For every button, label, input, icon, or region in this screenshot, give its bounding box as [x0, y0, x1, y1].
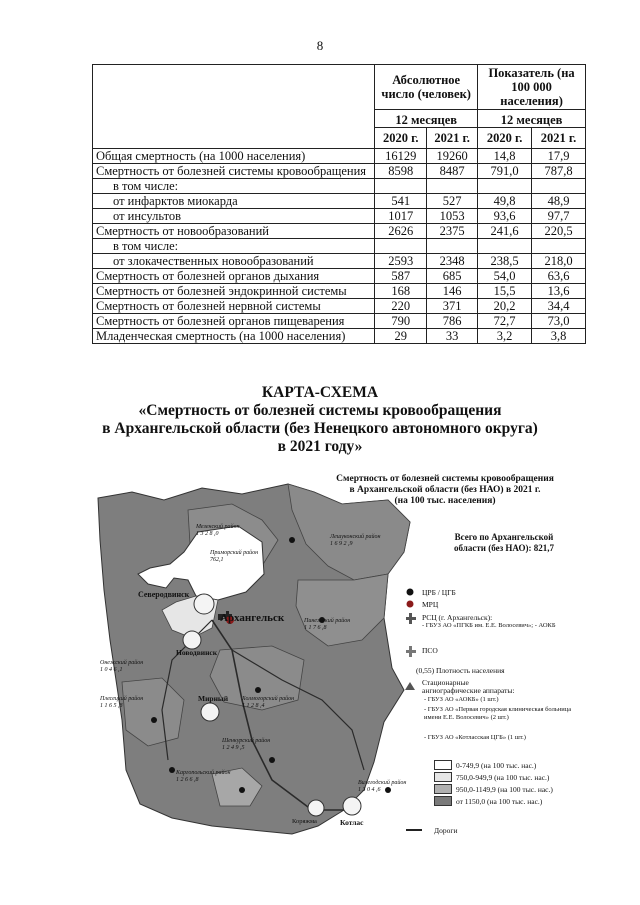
row-value: 220,5 — [532, 224, 586, 239]
table-row — [93, 299, 586, 314]
table-row — [93, 224, 586, 239]
district-label — [100, 660, 143, 674]
scale-label: 950,0-1149,9 (на 100 тыс. нас.) — [456, 785, 553, 794]
row-value: 49,8 — [478, 194, 532, 209]
label-mirny: Мирный — [198, 694, 229, 703]
row-value: 168 — [375, 284, 427, 299]
map-title-line-1: КАРТА-СХЕМА — [261, 384, 379, 401]
row-label: от инсультов — [93, 209, 375, 224]
row-label: в том числе: — [93, 239, 375, 254]
row-value: 19260 — [427, 149, 478, 164]
row-value — [478, 179, 532, 194]
district-value: 1 3 0 4 ,6 — [358, 787, 381, 793]
row-value: 63,6 — [532, 269, 586, 284]
label-severodvinsk: Северодвинск — [138, 590, 190, 599]
row-value: 13,6 — [532, 284, 586, 299]
district-value: 1 1 2 8 ,4 — [242, 703, 265, 709]
table-row — [93, 179, 586, 194]
district-label — [242, 696, 294, 710]
row-value: 8598 — [375, 164, 427, 179]
district-name: Вилегодский район — [358, 780, 407, 786]
district-value: 1 6 9 2 ,9 — [330, 541, 353, 547]
scale-swatch — [434, 772, 452, 782]
label-kotlas: Котлас — [340, 818, 364, 827]
label-novodvinsk: Новодвинск — [176, 648, 218, 657]
crb-dot — [239, 787, 245, 793]
scale-label: 0-749,9 (на 100 тыс. нас.) — [456, 761, 537, 770]
district-value: 762,1 — [210, 557, 224, 563]
district-name: Пинежский район — [304, 618, 351, 624]
row-value: 685 — [427, 269, 478, 284]
row-value: 790 — [375, 314, 427, 329]
legend-pso: ПСО — [422, 646, 438, 655]
rate-group-header: Показатель (на 100 000 населения) — [478, 65, 586, 110]
legend-angio-title-2: ангиографические аппараты: — [422, 686, 515, 695]
crb-dot — [255, 687, 261, 693]
scale-swatch — [434, 784, 452, 794]
kotlas-circle — [343, 797, 361, 815]
row-value: 787,8 — [532, 164, 586, 179]
abs-group-header: Абсолютное число (человек) — [375, 65, 478, 110]
row-value: 73,0 — [532, 314, 586, 329]
row-value: 14,8 — [478, 149, 532, 164]
choropleth-map — [92, 470, 598, 850]
table-row — [93, 164, 586, 179]
scale-swatch — [434, 760, 452, 770]
row-value — [532, 179, 586, 194]
table-row — [93, 269, 586, 284]
severodvinsk-circle — [194, 594, 214, 614]
crb-dot — [269, 757, 275, 763]
district-label — [358, 780, 406, 794]
row-value: 791,0 — [478, 164, 532, 179]
row-value: 48,9 — [532, 194, 586, 209]
row-value: 238,5 — [478, 254, 532, 269]
row-value: 786 — [427, 314, 478, 329]
row-value: 2348 — [427, 254, 478, 269]
row-value: 20,2 — [478, 299, 532, 314]
table-row — [93, 209, 586, 224]
row-value: 8487 — [427, 164, 478, 179]
district-label — [304, 618, 350, 632]
row-value: 33 — [427, 329, 478, 344]
row-value: 2593 — [375, 254, 427, 269]
row-value: 2375 — [427, 224, 478, 239]
row-label: от злокачественных новообразований — [93, 254, 375, 269]
district-name: Плесецкий район — [100, 696, 144, 702]
row-label: Общая смертность (на 1000 населения) — [93, 149, 375, 164]
row-label: Смертность от болезней системы кровообращения — [93, 164, 375, 179]
district-value: 1 2 6 6 ,8 — [176, 777, 199, 783]
abs-period-header: 12 месяцев — [375, 110, 478, 128]
district-name: Лешуконский район — [330, 534, 381, 540]
map-title-line-4: в 2021 году» — [277, 438, 363, 455]
row-value — [375, 179, 427, 194]
crb-legend-icon — [407, 589, 414, 596]
row-value: 16129 — [375, 149, 427, 164]
pso-legend-icon — [406, 646, 416, 657]
row-value: 3,8 — [532, 329, 586, 344]
district-value: 1 1 6 5 ,8 — [100, 703, 123, 709]
row-value — [427, 239, 478, 254]
row-value: 587 — [375, 269, 427, 284]
row-value: 97,7 — [532, 209, 586, 224]
scale-label: от 1150,0 (на 100 тыс. нас.) — [456, 797, 543, 806]
row-value: 527 — [427, 194, 478, 209]
row-value: 2626 — [375, 224, 427, 239]
row-value: 17,9 — [532, 149, 586, 164]
row-value: 241,6 — [478, 224, 532, 239]
row-value: 146 — [427, 284, 478, 299]
angio-legend-icon — [405, 682, 415, 690]
district-name: Каргопольский район — [176, 770, 231, 776]
district-name: Мезенский район — [196, 524, 240, 530]
district-value: 1 2 4 9 ,5 — [222, 745, 245, 751]
district-label — [222, 738, 270, 752]
legend-density: (0,55) Плотность населения — [416, 666, 505, 675]
table-row — [93, 329, 586, 344]
table-row — [93, 194, 586, 209]
legend-mrc: МРЦ — [422, 600, 439, 609]
legend-rsc-detail: - ГБУЗ АО «ПГКБ им. Е.Е. Волосевич»; - АОКБ — [422, 622, 556, 629]
map-heading-1: Смертность от болезней системы кровообращения — [336, 474, 554, 484]
row-label: Смертность от болезней нервной системы — [93, 299, 375, 314]
rate-period-header: 12 месяцев — [478, 110, 586, 128]
row-label: Смертность от болезней органов дыхания — [93, 269, 375, 284]
legend-crb: ЦРБ / ЦГБ — [422, 588, 456, 597]
mirny-circle — [201, 703, 219, 721]
row-value: 1017 — [375, 209, 427, 224]
row-value: 1053 — [427, 209, 478, 224]
year-header: 2020 г. — [478, 128, 532, 149]
row-value: 541 — [375, 194, 427, 209]
page-number: 8 — [316, 38, 324, 53]
row-label: в том числе: — [93, 179, 375, 194]
crb-dot — [289, 537, 295, 543]
legend-angio-1: - ГБУЗ АО «АОКБ» (1 шт.) — [424, 696, 499, 703]
row-label: Младенческая смертность (на 1000 населения) — [93, 329, 375, 344]
map-title-line-3: в Архангельской области (без Ненецкого автономного округа) — [102, 420, 538, 437]
row-value: 220 — [375, 299, 427, 314]
row-value: 72,7 — [478, 314, 532, 329]
table-row — [93, 314, 586, 329]
district-label — [196, 524, 239, 538]
row-label: от инфарктов миокарда — [93, 194, 375, 209]
map-heading-2: в Архангельской области (без НАО) в 2021 г. — [349, 485, 541, 495]
year-header: 2021 г. — [427, 128, 478, 149]
row-label: Смертность от новообразований — [93, 224, 375, 239]
year-header: 2021 г. — [532, 128, 586, 149]
district-label — [176, 770, 230, 784]
label-arkhangelsk: Архангельск — [220, 612, 285, 624]
table-corner — [93, 65, 375, 149]
table-row — [93, 149, 586, 164]
mortality-table — [92, 64, 586, 344]
district-label — [210, 550, 258, 564]
table-row — [93, 239, 586, 254]
district-label — [100, 696, 143, 710]
crb-dot — [151, 717, 157, 723]
row-value — [478, 239, 532, 254]
map-total-2: области (без НАО): 821,7 — [454, 543, 554, 553]
legend-roads: Дороги — [434, 826, 458, 835]
mrc-legend-icon — [407, 601, 414, 608]
novodvinsk-circle — [183, 631, 201, 649]
legend-angio-3: - ГБУЗ АО «Котласская ЦГБ» (1 шт.) — [424, 734, 526, 741]
rsc-legend-icon — [406, 613, 416, 624]
row-label: Смертность от болезней эндокринной системы — [93, 284, 375, 299]
row-value: 218,0 — [532, 254, 586, 269]
table-row — [93, 284, 586, 299]
row-value: 15,5 — [478, 284, 532, 299]
scale-label: 750,0-949,9 (на 100 тыс. нас.) — [456, 773, 550, 782]
district-name: Онежский район — [100, 660, 144, 666]
map-total-1: Всего по Архангельской — [454, 532, 554, 542]
map-heading-3: (на 100 тыс. населения) — [394, 496, 496, 506]
koryazhma-circle — [308, 800, 324, 816]
district-name: Шенкурский район — [222, 738, 271, 744]
district-label — [330, 534, 380, 548]
district-value: 1 3 2 8 ,0 — [196, 531, 219, 537]
label-koryazhma: Коряжма — [292, 818, 317, 825]
row-value: 54,0 — [478, 269, 532, 284]
district-name: Холмогорский район — [242, 696, 295, 702]
legend-angio-2: - ГБУЗ АО «Первая городская клиническая больница имени Е.Е. Волосевич» (2 шт.) — [424, 706, 572, 721]
legend-rsc: РСЦ (г. Архангельск): — [422, 613, 493, 622]
scale-swatch — [434, 796, 452, 806]
row-label: Смертность от болезней органов пищеварения — [93, 314, 375, 329]
row-value — [375, 239, 427, 254]
district-name: Приморский район — [210, 550, 259, 556]
row-value — [427, 179, 478, 194]
row-value: 371 — [427, 299, 478, 314]
map-title-line-2: «Смертность от болезней системы кровообращения — [138, 402, 502, 419]
row-value: 29 — [375, 329, 427, 344]
district-value: 1 0 4 6 ,1 — [100, 667, 123, 673]
row-value — [532, 239, 586, 254]
row-value: 3,2 — [478, 329, 532, 344]
crb-dot — [169, 767, 175, 773]
district-value: 1 1 7 6 ,8 — [304, 625, 327, 631]
table-row — [93, 254, 586, 269]
year-header: 2020 г. — [375, 128, 427, 149]
row-value: 34,4 — [532, 299, 586, 314]
legend-angio-title-1: Стационарные — [422, 678, 469, 687]
row-value: 93,6 — [478, 209, 532, 224]
